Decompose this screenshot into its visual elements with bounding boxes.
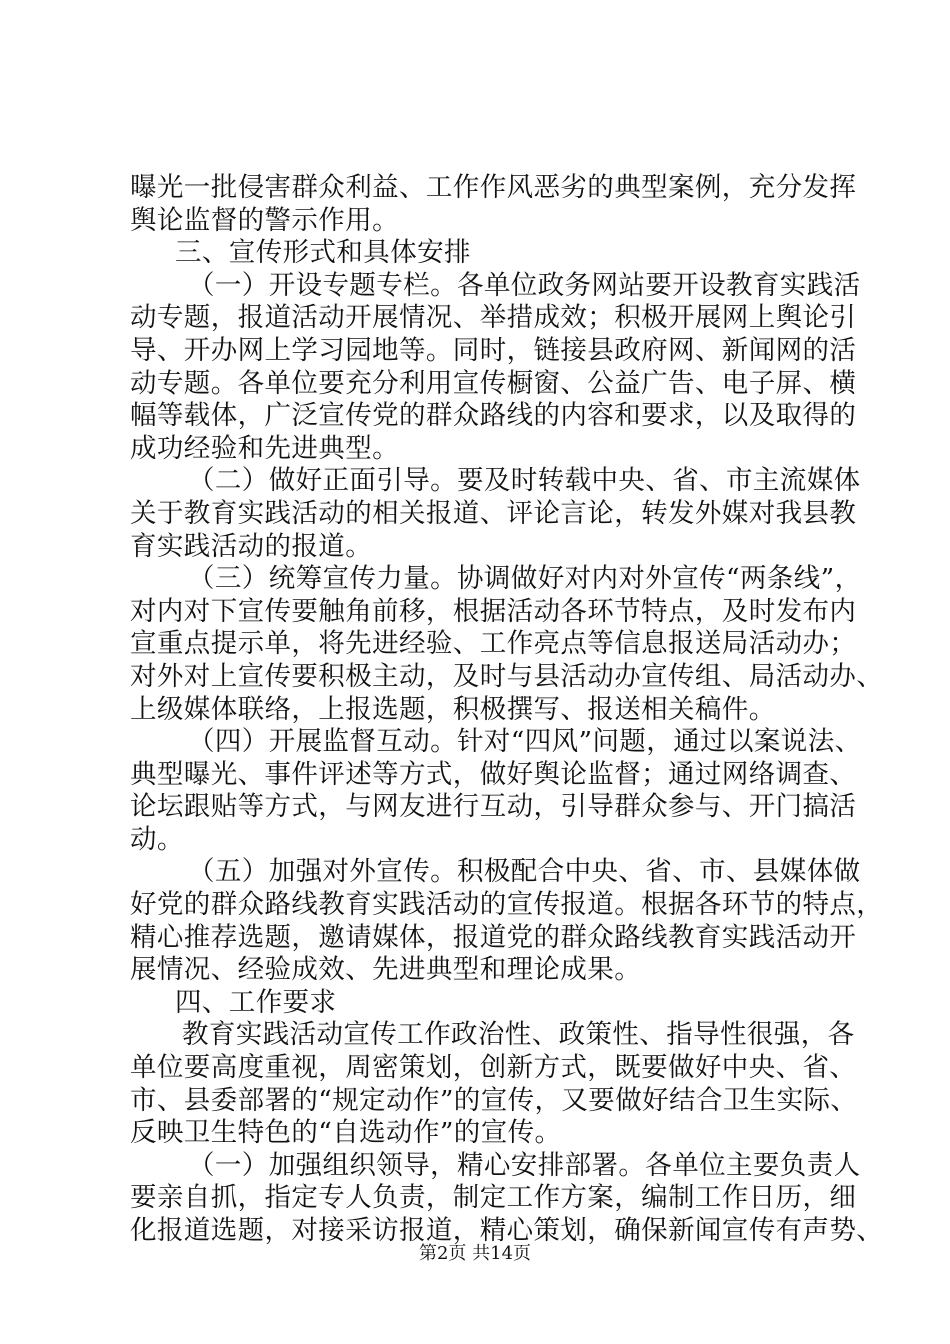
text-line: 对内对下宣传要触角前移，根据活动各环节特点，及时发布内 (130, 595, 857, 627)
text-line: （二）做好正面引导。要及时转载中央、省、市主流媒体 (188, 465, 861, 497)
text-line: （五）加强对外宣传。积极配合中央、省、市、县媒体做 (188, 856, 861, 888)
text-line: 三、宣传形式和具体安排 (175, 237, 471, 269)
text-line: 精心推荐选题，邀请媒体，报道党的群众路线教育实践活动开 (130, 921, 857, 953)
text-line: （三）统筹宣传力量。协调做好对内对外宣传“两条线”， (188, 563, 862, 595)
text-line: 舆论监督的警示作用。 (130, 204, 399, 236)
text-line: 曝光一批侵害群众利益、工作作风恶劣的典型案例，充分发挥 (130, 172, 857, 203)
text-line: 宣重点提示单，将先进经验、工作亮点等信息报送局活动办； (130, 628, 857, 660)
text-line: 市、县委部署的“规定动作”的宣传，又要做好结合卫生实际、 (130, 1084, 858, 1116)
document-body (130, 172, 884, 1248)
text-line: 动专题。各单位要充分利用宣传橱窗、公益广告、电子屏、横 (130, 367, 857, 399)
text-line: （一）开设专题专栏。各单位政务网站要开设教育实践活 (188, 269, 861, 301)
text-line: 导、开办网上学习园地等。同时，链接县政府网、新闻网的活 (130, 334, 857, 366)
text-line: 要亲自抓，指定专人负责，制定工作方案，编制工作日历，细 (130, 1182, 857, 1214)
text-line: 成功经验和先进典型。 (130, 432, 399, 464)
text-line: （一）加强组织领导，精心安排部署。各单位主要负责人 (188, 1149, 861, 1181)
text-line: 教育实践活动宣传工作政治性、政策性、指导性很强，各 (182, 1019, 855, 1051)
text-line: （四）开展监督互动。针对“四风”问题，通过以案说法、 (188, 726, 862, 758)
text-line: 上级媒体联络，上报选题，积极撰写、报送相关稿件。 (130, 693, 776, 725)
text-line: 化报道选题，对接采访报道，精心策划，确保新闻宣传有声势、 (130, 1215, 884, 1246)
text-line: 动。 (130, 823, 184, 855)
text-line: 反映卫生特色的“自选动作”的宣传。 (130, 1117, 562, 1149)
text-line: 四、工作要求 (175, 986, 337, 1018)
page-number: 第2页 共14页 (418, 1243, 532, 1264)
text-line: 关于教育实践活动的相关报道、评论言论，转发外媒对我县教 (130, 497, 857, 529)
text-line: 动专题，报道活动开展情况、举措成效；积极开展网上舆论引 (130, 302, 857, 334)
text-line: 论坛跟贴等方式，与网友进行互动，引导群众参与、开门搞活 (130, 791, 857, 823)
text-line: 好党的群众路线教育实践活动的宣传报道。根据各环节的特点， (130, 889, 884, 921)
text-line: 育实践活动的报道。 (130, 530, 373, 562)
text-line: 幅等载体，广泛宣传党的群众路线的内容和要求，以及取得的 (130, 400, 857, 432)
text-line: 单位要高度重视，周密策划，创新方式，既要做好中央、省、 (130, 1052, 857, 1084)
text-line: 展情况、经验成效、先进典型和理论成果。 (130, 954, 642, 986)
text-line: 对外对上宣传要积极主动，及时与县活动办宣传组、局活动办、 (130, 660, 884, 692)
text-line: 典型曝光、事件评述等方式，做好舆论监督；通过网络调查、 (130, 758, 857, 790)
